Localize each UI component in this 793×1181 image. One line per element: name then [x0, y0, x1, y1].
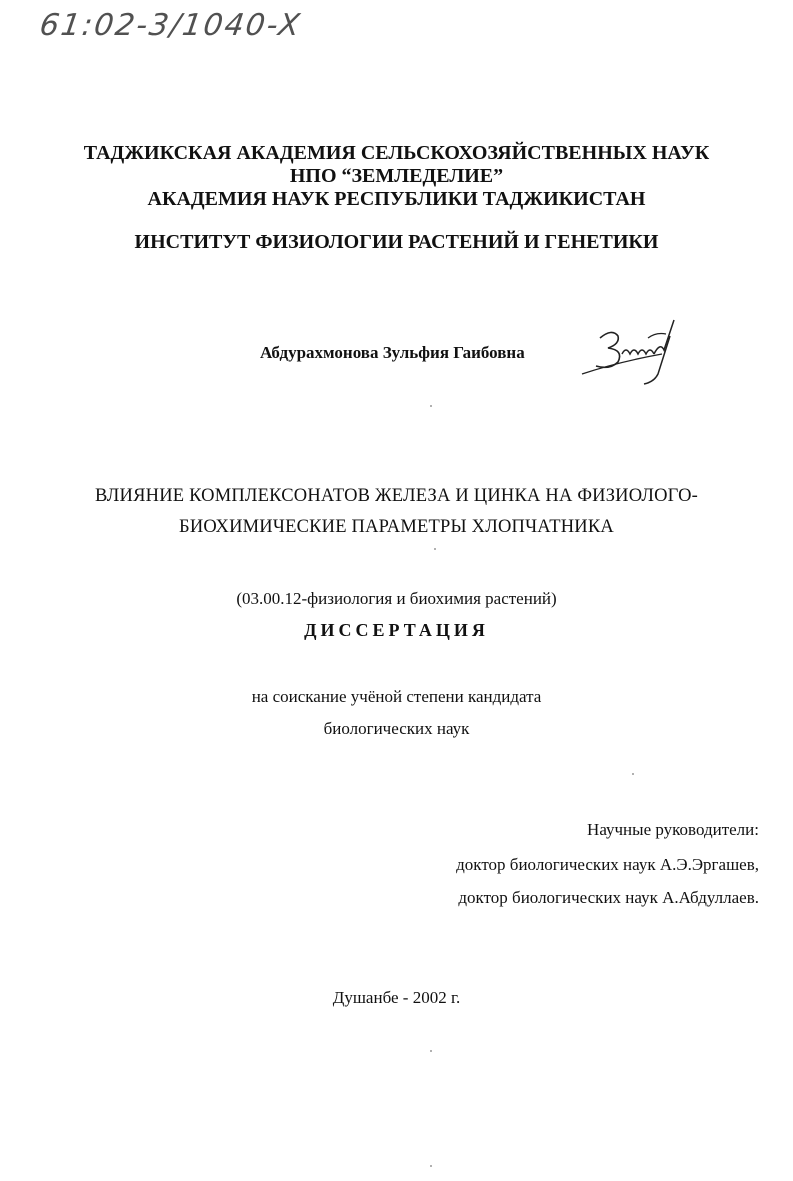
place-year: Душанбе - 2002 г.	[332, 988, 461, 1007]
degree-line-2: биологических наук	[323, 719, 470, 738]
scan-speck	[430, 1050, 432, 1052]
author-name: Абдурахмонова Зульфия Гаибовна	[260, 343, 525, 362]
document-type: ДИССЕРТАЦИЯ	[304, 620, 489, 640]
title-line-2: БИОХИМИЧЕСКИЕ ПАРАМЕТРЫ ХЛОПЧАТНИКА	[179, 517, 614, 537]
org-line-3: АКАДЕМИЯ НАУК РЕСПУБЛИКИ ТАДЖИКИСТАН	[147, 188, 646, 210]
advisor-2: доктор биологических наук А.Абдуллаев.	[458, 888, 759, 907]
scan-speck	[632, 773, 634, 775]
archive-mark: 61:02-3/1040-X	[37, 8, 304, 43]
scan-speck	[434, 548, 436, 550]
title-line-1: ВЛИЯНИЕ КОМПЛЕКСОНАТОВ ЖЕЛЕЗА И ЦИНКА НА ФИЗИОЛОГО-	[94, 486, 699, 506]
advisors-heading: Научные руководители:	[587, 820, 759, 839]
org-line-1: ТАДЖИКСКАЯ АКАДЕМИЯ СЕЛЬСКОХОЗЯЙСТВЕННЫХ НАУК	[83, 142, 710, 164]
advisor-1: доктор биологических наук А.Э.Эргашев,	[456, 855, 759, 874]
scan-speck	[430, 405, 432, 407]
author-signature	[578, 316, 688, 392]
org-line-2: НПО “ЗЕМЛЕДЕЛИЕ”	[289, 165, 504, 187]
degree-line-1: на соискание учёной степени кандидата	[251, 687, 542, 706]
institute-name: ИНСТИТУТ ФИЗИОЛОГИИ РАСТЕНИЙ И ГЕНЕТИКИ	[134, 231, 659, 253]
specialty-code: (03.00.12-физиология и биохимия растений)	[236, 589, 557, 608]
scan-speck	[430, 1165, 432, 1167]
